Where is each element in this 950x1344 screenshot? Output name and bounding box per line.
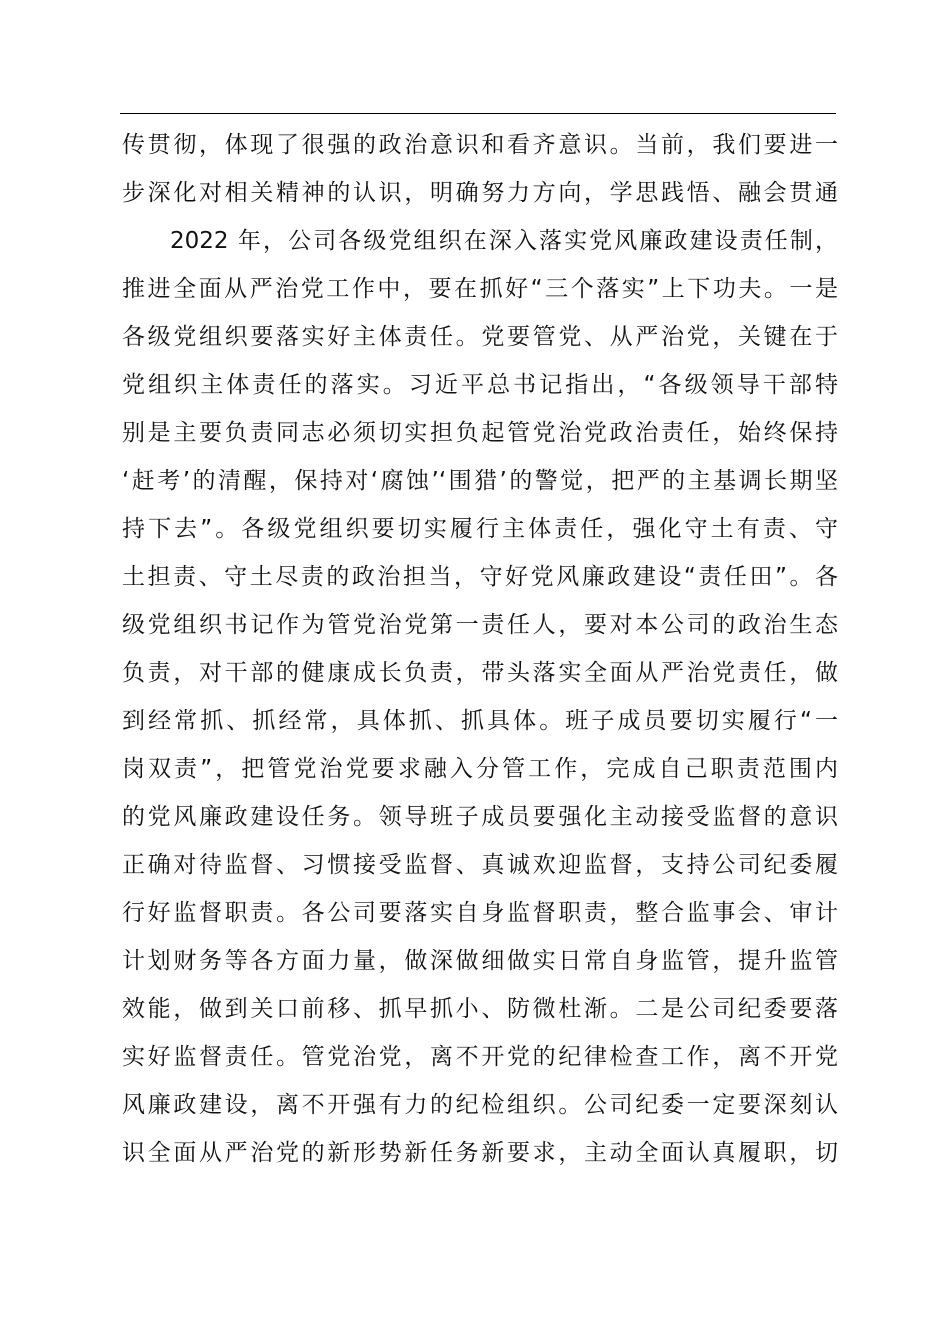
text-line: 的党风廉政建设任务。领导班子成员要强化主动接受监督的意识 [122,804,838,830]
header-rule [120,113,836,114]
text-line: 级党组织书记作为管党治党第一责任人，要对本公司的政治生态 [122,612,838,638]
text-line: 岗双责”，把管党治党要求融入分管工作，完成自己职责范围内 [122,756,838,782]
text-line: 到经常抓、抓经常，具体抓、抓具体。班子成员要切实履行“一 [122,708,838,734]
text-line: 实好监督责任。管党治党，离不开党的纪律检查工作，离不开党 [122,1044,838,1070]
text-line: 计划财务等各方面力量，做深做细做实日常自身监管，提升监管 [122,948,838,974]
text-line: 持下去”。各级党组织要切实履行主体责任，强化守土有责、守 [122,516,838,542]
text-line: 传贯彻，体现了很强的政治意识和看齐意识。当前，我们要进一 [122,132,838,158]
text-line: 负责，对干部的健康成长负责，带头落实全面从严治党责任，做 [122,660,838,686]
paragraph-first-line: 2022 年，公司各级党组织在深入落实党风廉政建设责任制， [170,228,838,254]
text-line: 效能，做到关口前移、抓早抓小、防微杜渐。二是公司纪委要落 [122,996,838,1022]
text-line: 步深化对相关精神的认识，明确努力方向，学思践悟、融会贯通 [122,180,838,206]
text-line: 正确对待监督、习惯接受监督、真诚欢迎监督，支持公司纪委履 [122,852,838,878]
text-line: 风廉政建设，离不开强有力的纪检组织。公司纪委一定要深刻认 [122,1092,838,1118]
text-line: 识全面从严治党的新形势新任务新要求，主动全面认真履职，切 [122,1140,838,1166]
text-line: 别是主要负责同志必须切实担负起管党治党政治责任，始终保持 [122,420,838,446]
text-line: 行好监督职责。各公司要落实自身监督职责，整合监事会、审计 [122,900,838,926]
text-line: 推进全面从严治党工作中，要在抓好“三个落实”上下功夫。一是 [122,276,838,302]
text-line: 土担责、守土尽责的政治担当，守好党风廉政建设“责任田”。各 [122,564,838,590]
text-line: 党组织主体责任的落实。习近平总书记指出，“各级领导干部特 [122,372,838,398]
body-text [122,121,838,1177]
text-line: ‘赶考’的清醒，保持对‘腐蚀’‘围猎’的警觉，把严的主基调长期坚 [122,468,838,494]
text-line: 各级党组织要落实好主体责任。党要管党、从严治党，关键在于 [122,324,838,350]
